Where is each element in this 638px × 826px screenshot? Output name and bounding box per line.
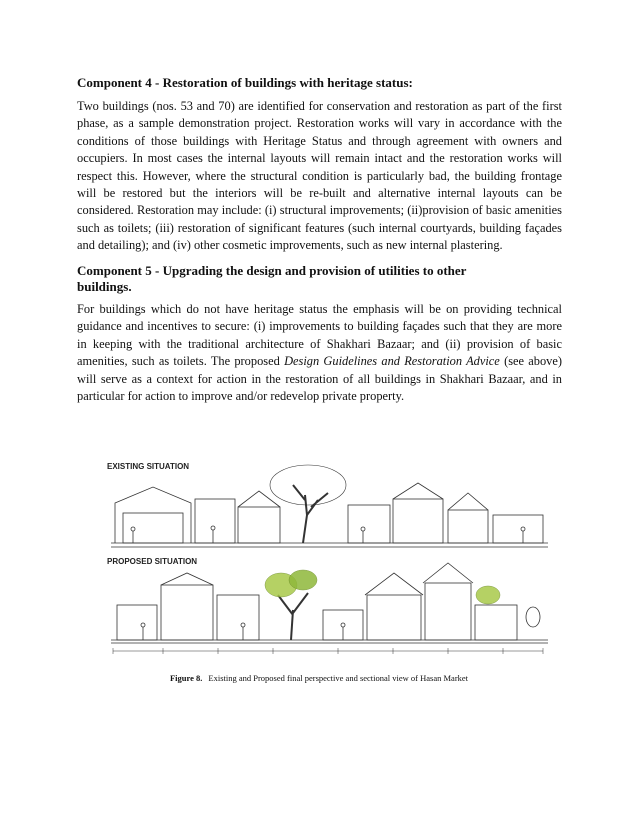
component-5-paragraph bbox=[77, 301, 562, 405]
component-4-heading: Component 4 - Restoration of buildings with heritage status: bbox=[77, 75, 413, 90]
existing-section-drawing bbox=[111, 465, 548, 547]
design-guidelines-title: Design Guidelines and Restoration Advice bbox=[284, 354, 500, 369]
component-5-heading: Component 5 - Upgrading the design and provision of utilities to other buildings. bbox=[77, 263, 467, 294]
component-5-text-part2: (see above) will serve as a context for action in the restoration of all buildings in Shakhari Bazaar, and in particular for action to improve and/or redevelop private property. bbox=[77, 354, 563, 404]
figure-caption bbox=[0, 673, 638, 683]
existing-situation-label: EXISTING SITUATION bbox=[107, 462, 190, 471]
architectural-sketch bbox=[103, 455, 551, 665]
figure-number: Figure 8. bbox=[169, 673, 203, 683]
component-5-text-part1: For buildings which do not have heritage status the emphasis will be on providing technical guidance and incentives to secure: (i) improvements to building façades such that they are more in keeping with the traditional architecture of Shakhari Bazaar; and (ii) provision of basic amenities, such as toilets. The proposed bbox=[77, 302, 562, 369]
proposed-situation-label: PROPOSED SITUATION bbox=[107, 557, 198, 566]
component-4-paragraph: Two buildings (nos. 53 and 70) are identified for conservation and restoration as part of the first phase, as a sample demonstration project. Restoration works will vary in accordance with the conditions of those buildings with Heritage Status and through agreement with owners and occupiers. In most cases the internal layouts will remain intact and the restoration works will respect this. However, where the structural condition is particularly bad, the building frontage will be restored but the interiors will be re-built and alternative internal layouts can be considered. Restoration may include: (i) structural improvements; (ii)provision of basic amenities such as toilets; (iii) restoration of significant features (such internal courtyards, building façades and detailing); and (iv) other cosmetic improvements, such as new internal plastering. bbox=[77, 99, 562, 253]
figure-caption-text: Existing and Proposed final perspective and sectional view of Hasan Market bbox=[208, 673, 469, 683]
proposed-section-drawing bbox=[111, 563, 548, 654]
hasan-market-figure bbox=[103, 455, 551, 665]
